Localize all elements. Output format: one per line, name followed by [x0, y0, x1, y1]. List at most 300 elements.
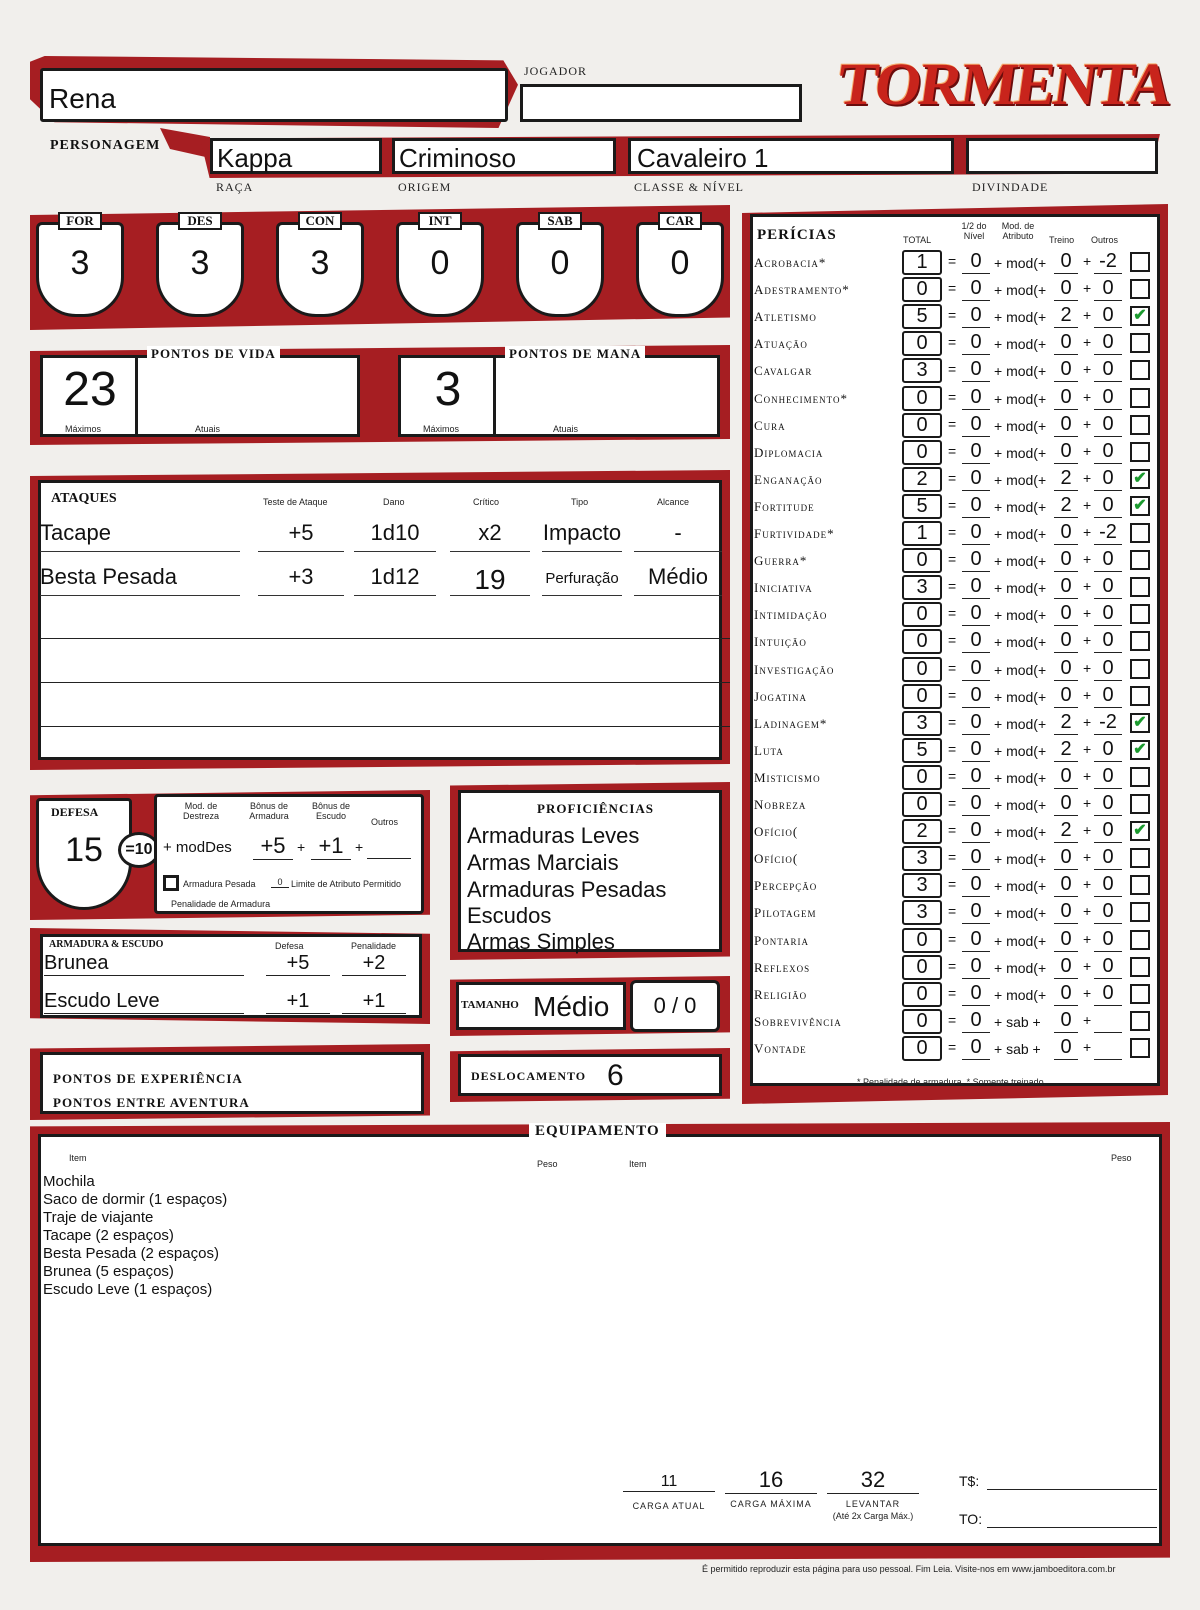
skill-name: Intimidação — [754, 607, 828, 623]
armor-name: Escudo Leve — [44, 990, 244, 1014]
skill-other[interactable]: 0 — [1094, 928, 1122, 952]
skill-other[interactable]: -2 — [1094, 711, 1122, 735]
skill-other[interactable]: 0 — [1094, 331, 1122, 355]
skill-training[interactable]: 0 — [1054, 358, 1078, 382]
defense-title: DEFESA — [51, 805, 99, 819]
logo-text: TORMENTA — [833, 51, 1175, 117]
lift-label: LEVANTAR — [845, 1499, 901, 1509]
armor-pen: +2 — [342, 952, 406, 976]
movement-box[interactable] — [458, 1054, 722, 1096]
skill-half-level[interactable]: 0 — [962, 413, 990, 437]
attribute-name: FOR — [58, 212, 102, 230]
skill-other[interactable]: 0 — [1094, 657, 1122, 681]
skill-attr-mod: + mod(+ — [994, 905, 1047, 922]
skill-half-level[interactable]: 0 — [962, 846, 990, 870]
skill-half-level[interactable]: 0 — [962, 711, 990, 735]
plus-sign: + — [1083, 578, 1092, 595]
attribute-des[interactable] — [150, 212, 250, 322]
skill-total: 3 — [902, 711, 942, 736]
equals-sign: = — [948, 442, 957, 459]
skill-trained-checkbox[interactable] — [1130, 686, 1150, 706]
attribute-value: 3 — [70, 244, 90, 282]
skill-training[interactable]: 0 — [1054, 413, 1078, 437]
skill-attr-mod: + mod(+ — [994, 851, 1047, 868]
armor-row[interactable] — [44, 950, 422, 982]
character-name: Rena — [49, 83, 116, 114]
skill-half-level[interactable]: 0 — [962, 304, 990, 328]
skill-trained-checkbox[interactable]: ✔ — [1130, 740, 1150, 760]
attack-row[interactable] — [40, 556, 730, 600]
skill-attr-mod: + mod(+ — [994, 769, 1047, 786]
skill-half-level[interactable]: 0 — [962, 386, 990, 410]
skill-trained-checkbox[interactable] — [1130, 333, 1150, 353]
equals-sign: = — [948, 524, 957, 540]
skill-attr-mod: + mod(+ — [994, 309, 1047, 326]
skill-training[interactable]: 0 — [1054, 765, 1078, 789]
skill-total: 3 — [902, 846, 942, 871]
skill-row[interactable] — [754, 440, 1154, 467]
character-name-field[interactable] — [40, 68, 508, 122]
attribute-name: CON — [298, 212, 342, 230]
attribute-con[interactable] — [270, 212, 370, 322]
skill-trained-checkbox[interactable] — [1130, 848, 1150, 868]
skill-half-level[interactable]: 0 — [962, 657, 990, 681]
skill-half-level[interactable]: 0 — [962, 521, 990, 545]
plus-sign: + — [1083, 280, 1092, 297]
equals-sign: = — [948, 1038, 957, 1055]
skill-other[interactable]: 0 — [1094, 684, 1122, 708]
skill-other[interactable]: 0 — [1094, 819, 1122, 843]
skill-other[interactable]: 0 — [1094, 792, 1122, 816]
origin-field[interactable] — [392, 138, 616, 174]
skill-half-level[interactable]: 0 — [962, 277, 990, 301]
skill-attr-mod: + sab + — [994, 1040, 1041, 1057]
skill-other[interactable]: 0 — [1094, 602, 1122, 626]
skill-row[interactable] — [754, 331, 1154, 358]
skill-trained-checkbox[interactable] — [1130, 659, 1150, 679]
skill-row[interactable] — [754, 629, 1154, 656]
skill-other[interactable]: 0 — [1094, 575, 1122, 599]
plus-sign: + — [1083, 984, 1092, 1001]
mp-max-value: 3 — [434, 363, 462, 416]
equals-sign: = — [948, 1011, 957, 1028]
attribute-for[interactable] — [30, 212, 130, 322]
skill-attr-mod: + mod(+ — [994, 607, 1047, 624]
skill-name: Ofício( — [754, 824, 799, 840]
skill-training[interactable]: 2 — [1054, 738, 1078, 762]
skill-training[interactable]: 0 — [1054, 982, 1078, 1006]
equals-sign: = — [948, 713, 957, 730]
skill-total: 0 — [902, 928, 942, 953]
skill-training[interactable]: 0 — [1054, 846, 1078, 870]
skill-training[interactable]: 0 — [1054, 386, 1078, 410]
size-value: Médio — [533, 991, 610, 1022]
plus-sign: + — [1083, 659, 1092, 676]
skill-name: Adestramento* — [754, 282, 850, 298]
deity-field[interactable] — [966, 138, 1158, 174]
heavy-armor-checkbox[interactable] — [163, 875, 179, 891]
skill-trained-checkbox[interactable] — [1130, 902, 1150, 922]
skill-row[interactable] — [754, 955, 1154, 982]
skills-header-half: 1/2 do Nível — [961, 221, 987, 241]
plus-sign: + — [1083, 930, 1092, 947]
skill-row[interactable] — [754, 521, 1154, 548]
equals-sign: = — [948, 686, 957, 703]
skill-row[interactable] — [754, 711, 1154, 738]
skill-name: Diplomacia — [754, 444, 824, 460]
equals-sign: = — [948, 632, 957, 649]
race-value: Kappa — [217, 143, 293, 173]
hp-cur-label: Atuais — [195, 424, 221, 434]
skill-row[interactable] — [754, 548, 1154, 575]
armor-row[interactable] — [44, 988, 422, 1020]
class-level-field[interactable] — [628, 138, 954, 174]
skill-attr-mod: + mod(+ — [994, 959, 1047, 976]
skill-row[interactable] — [754, 602, 1154, 629]
skill-training[interactable]: 0 — [1054, 521, 1078, 545]
skill-other[interactable]: 0 — [1094, 304, 1122, 328]
skill-trained-checkbox[interactable] — [1130, 360, 1150, 380]
skill-row[interactable] — [754, 738, 1154, 765]
defense-value: 15 — [65, 831, 103, 869]
skill-attr-mod: + mod(+ — [994, 255, 1047, 271]
skill-half-level[interactable]: 0 — [962, 575, 990, 599]
skill-total: 3 — [902, 575, 942, 600]
skill-row[interactable] — [754, 250, 1154, 277]
adventure-points-label: PONTOS ENTRE AVENTURA — [53, 1095, 250, 1110]
plus-sign: + — [1083, 795, 1092, 811]
skill-row[interactable] — [754, 1009, 1154, 1036]
skill-name: Jogatina — [754, 688, 808, 704]
skill-trained-checkbox[interactable] — [1130, 523, 1150, 543]
money-label: T$: — [959, 1473, 980, 1489]
size-extra-box[interactable] — [630, 980, 720, 1032]
equals-sign: = — [948, 876, 957, 893]
skill-half-level[interactable]: 0 — [962, 955, 990, 979]
skill-other[interactable]: 0 — [1094, 738, 1122, 762]
plus-sign: + — [1083, 442, 1092, 459]
skill-half-level[interactable]: 0 — [962, 548, 990, 572]
skill-total: 0 — [902, 982, 942, 1007]
skill-training[interactable]: 0 — [1054, 548, 1078, 572]
plus-sign: + — [1083, 524, 1092, 540]
skill-training[interactable]: 0 — [1054, 900, 1078, 924]
defense-calc-box: Mod. de Destreza Bônus de Armadura Bônus de Escudo Outros + modDes +5 + +1 + Armadura Pesada 0 Limite de Atributo Permitido Penalidade de Armadura — [154, 794, 424, 914]
skill-name: Percepção — [754, 878, 818, 894]
skill-half-level[interactable]: 0 — [962, 738, 990, 762]
skill-attr-mod: + mod(+ — [994, 878, 1047, 895]
equals-sign: = — [948, 415, 957, 432]
skill-training[interactable]: 2 — [1054, 494, 1078, 518]
size-box[interactable] — [456, 982, 626, 1030]
attack-crit: x2 — [450, 520, 530, 552]
skill-trained-checkbox[interactable] — [1130, 875, 1150, 895]
defense-shield-bonus: +1 — [311, 833, 351, 860]
skill-trained-checkbox[interactable]: ✔ — [1130, 713, 1150, 733]
skill-row[interactable] — [754, 1036, 1154, 1063]
skill-trained-checkbox[interactable] — [1130, 577, 1150, 597]
attack-row[interactable] — [40, 512, 730, 556]
skill-row[interactable] — [754, 982, 1154, 1009]
skill-trained-checkbox[interactable] — [1130, 930, 1150, 950]
skill-attr-mod: + mod(+ — [994, 932, 1047, 949]
xp-box[interactable] — [40, 1052, 424, 1114]
skills-header-other: Outros — [1091, 235, 1119, 245]
skill-half-level[interactable]: 0 — [962, 331, 990, 355]
skill-other[interactable]: 0 — [1094, 277, 1122, 301]
mp-box[interactable] — [398, 346, 720, 437]
skill-name: Intuição — [754, 634, 807, 650]
skill-training[interactable]: 2 — [1054, 304, 1078, 328]
skill-trained-checkbox[interactable] — [1130, 984, 1150, 1004]
skill-training[interactable]: 0 — [1054, 575, 1078, 599]
skill-row[interactable] — [754, 928, 1154, 955]
skill-total: 0 — [902, 440, 942, 465]
skill-half-level[interactable]: 0 — [962, 467, 990, 491]
plus-sign: + — [1083, 334, 1092, 351]
equipment-item: Saco de dormir (1 espaços) — [43, 1191, 228, 1208]
skill-attr-mod: + mod(+ — [994, 986, 1047, 1003]
skill-other[interactable]: 0 — [1094, 955, 1122, 979]
skill-half-level[interactable]: 0 — [962, 819, 990, 843]
armor-def: +1 — [266, 990, 330, 1014]
skill-attr-mod: + mod(+ — [994, 661, 1047, 678]
skill-half-level[interactable]: 0 — [962, 982, 990, 1006]
skill-trained-checkbox[interactable] — [1130, 631, 1150, 651]
skill-trained-checkbox[interactable] — [1130, 442, 1150, 462]
attribute-value: 3 — [310, 244, 330, 282]
attribute-car[interactable] — [630, 212, 730, 322]
hp-max-label: Máximos — [65, 424, 102, 434]
skill-training[interactable]: 0 — [1054, 250, 1078, 274]
skill-half-level[interactable]: 0 — [962, 1036, 990, 1060]
skill-total: 0 — [902, 413, 942, 438]
skill-trained-checkbox[interactable] — [1130, 794, 1150, 814]
skill-trained-checkbox[interactable] — [1130, 1011, 1150, 1031]
skill-training[interactable]: 0 — [1054, 955, 1078, 979]
skill-training[interactable]: 0 — [1054, 331, 1078, 355]
skill-row[interactable] — [754, 413, 1154, 440]
skill-trained-checkbox[interactable] — [1130, 388, 1150, 408]
attribute-value: 0 — [670, 244, 690, 282]
equipment-item: Mochila — [43, 1173, 95, 1190]
skill-other[interactable]: 0 — [1094, 629, 1122, 653]
attack-header-type: Tipo — [571, 497, 589, 507]
defense-mod-label: + modDes — [163, 839, 232, 856]
skill-row[interactable] — [754, 846, 1154, 873]
to-label: TO: — [959, 1511, 983, 1527]
skill-training[interactable]: 2 — [1054, 711, 1078, 735]
skill-half-level[interactable]: 0 — [962, 440, 990, 464]
skill-half-level[interactable]: 0 — [962, 873, 990, 897]
plus-sign: + — [1083, 469, 1092, 486]
skill-other[interactable]: 0 — [1094, 900, 1122, 924]
skill-row[interactable] — [754, 467, 1154, 494]
equals-sign: = — [948, 767, 957, 784]
proficiency-item: Armas Marciais — [467, 850, 619, 875]
skill-training[interactable]: 2 — [1054, 467, 1078, 491]
equals-sign: = — [948, 822, 957, 839]
skill-other[interactable]: 0 — [1094, 440, 1122, 464]
skill-row[interactable] — [754, 277, 1154, 304]
skill-training[interactable]: 0 — [1054, 873, 1078, 897]
skill-trained-checkbox[interactable] — [1130, 415, 1150, 435]
skill-trained-checkbox[interactable]: ✔ — [1130, 821, 1150, 841]
skill-trained-checkbox[interactable] — [1130, 767, 1150, 787]
origin-value: Criminoso — [399, 143, 517, 173]
skill-trained-checkbox[interactable] — [1130, 604, 1150, 624]
skill-row[interactable] — [754, 765, 1154, 792]
skill-other[interactable]: -2 — [1094, 521, 1122, 545]
attribute-name: DES — [178, 212, 222, 230]
skill-training[interactable]: 0 — [1054, 792, 1078, 816]
skill-trained-checkbox[interactable]: ✔ — [1130, 496, 1150, 516]
skill-row[interactable] — [754, 657, 1154, 684]
skill-other[interactable]: 0 — [1094, 467, 1122, 491]
skill-half-level[interactable]: 0 — [962, 928, 990, 952]
footer-note: É permitido reproduzir esta página para uso pessoal. Fim Leia. Visite-nos em www.jamboeditora.com.br — [702, 1564, 1116, 1574]
skill-training[interactable]: 0 — [1054, 440, 1078, 464]
plus-sign: + — [1083, 415, 1092, 432]
skill-other[interactable]: 0 — [1094, 358, 1122, 382]
skill-half-level[interactable]: 0 — [962, 684, 990, 708]
skill-training[interactable]: 0 — [1054, 657, 1078, 681]
skill-trained-checkbox[interactable] — [1130, 550, 1150, 570]
skill-name: Iniciativa — [754, 580, 813, 596]
skill-trained-checkbox[interactable] — [1130, 279, 1150, 299]
attribute-value: 0 — [550, 244, 570, 282]
skill-total: 0 — [902, 792, 942, 817]
attack-header-crit: Crítico — [473, 497, 500, 507]
skill-attr-mod: + mod(+ — [994, 363, 1047, 380]
skill-training[interactable]: 0 — [1054, 602, 1078, 626]
skill-row[interactable] — [754, 792, 1154, 819]
skill-attr-mod: + mod(+ — [994, 688, 1047, 705]
equals-sign: = — [948, 605, 957, 622]
skill-other[interactable]: 0 — [1094, 386, 1122, 410]
skill-other[interactable]: 0 — [1094, 765, 1122, 789]
skill-total: 0 — [902, 684, 942, 709]
race-field[interactable] — [210, 138, 382, 174]
attribute-value: 0 — [430, 244, 450, 282]
equals-sign: = — [948, 659, 957, 676]
attack-header-range: Alcance — [657, 497, 690, 507]
skill-training[interactable]: 2 — [1054, 819, 1078, 843]
skill-trained-checkbox[interactable] — [1130, 957, 1150, 977]
attribute-name: SAB — [538, 212, 582, 230]
skill-other[interactable]: 0 — [1094, 846, 1122, 870]
skill-half-level[interactable]: 0 — [962, 900, 990, 924]
skill-half-level[interactable]: 0 — [962, 765, 990, 789]
plus-sign: + — [1083, 822, 1092, 839]
skill-row[interactable] — [754, 900, 1154, 927]
skill-training[interactable]: 0 — [1054, 277, 1078, 301]
skill-row[interactable] — [754, 358, 1154, 385]
skill-name: Fortitude — [754, 498, 815, 514]
skill-other[interactable] — [1094, 1009, 1122, 1033]
load-current-label: CARGA ATUAL — [632, 1501, 706, 1511]
skill-half-level[interactable]: 0 — [962, 792, 990, 816]
skill-row[interactable] — [754, 575, 1154, 602]
skill-other[interactable]: -2 — [1094, 250, 1122, 274]
equals-sign: = — [948, 280, 957, 297]
movement-label: DESLOCAMENTO — [471, 1069, 587, 1083]
skill-trained-checkbox[interactable]: ✔ — [1130, 469, 1150, 489]
skill-other[interactable]: 0 — [1094, 982, 1122, 1006]
skill-training[interactable]: 0 — [1054, 684, 1078, 708]
attack-type: Perfuração — [542, 564, 622, 596]
skill-half-level[interactable]: 0 — [962, 1009, 990, 1033]
skill-row[interactable] — [754, 819, 1154, 846]
skill-trained-checkbox[interactable] — [1130, 252, 1150, 272]
plus-sign: + — [1083, 632, 1092, 649]
skill-trained-checkbox[interactable] — [1130, 1038, 1150, 1058]
attack-test: +3 — [258, 564, 344, 596]
skill-row[interactable] — [754, 873, 1154, 900]
xp-label: PONTOS DE EXPERIÊNCIA — [53, 1071, 243, 1086]
hp-max-value: 23 — [63, 363, 117, 416]
skill-total: 0 — [902, 602, 942, 627]
hp-box[interactable] — [40, 346, 360, 437]
player-field[interactable] — [520, 84, 802, 122]
attribute-name: INT — [418, 212, 462, 230]
skill-training[interactable]: 0 — [1054, 629, 1078, 653]
skill-name: Enganação — [754, 471, 823, 487]
skill-name: Ladinagem* — [754, 715, 828, 731]
race-label: RAÇA — [216, 180, 254, 194]
skill-total: 0 — [902, 955, 942, 980]
skill-other[interactable] — [1094, 1036, 1122, 1060]
skill-other[interactable]: 0 — [1094, 413, 1122, 437]
armor-pen: +1 — [342, 990, 406, 1014]
skill-row[interactable] — [754, 494, 1154, 521]
skill-other[interactable]: 0 — [1094, 548, 1122, 572]
skill-training[interactable]: 0 — [1054, 1009, 1078, 1033]
skill-name: Nobreza — [754, 797, 807, 812]
equals-sign: = — [948, 957, 957, 974]
skill-half-level[interactable]: 0 — [962, 602, 990, 626]
skill-total: 0 — [902, 657, 942, 682]
skill-training[interactable]: 0 — [1054, 928, 1078, 952]
skill-other[interactable]: 0 — [1094, 494, 1122, 518]
skill-half-level[interactable]: 0 — [962, 494, 990, 518]
armor-title: ARMADURA & ESCUDO — [49, 939, 164, 950]
attack-header-test: Teste de Ataque — [263, 497, 328, 507]
skill-total: 3 — [902, 873, 942, 898]
armor-penalty-label: Penalidade de Armadura — [171, 899, 271, 909]
skill-row[interactable] — [754, 684, 1154, 711]
attribute-sab[interactable] — [510, 212, 610, 322]
skill-total: 0 — [902, 1036, 942, 1061]
skill-name: Cavalgar — [754, 363, 813, 379]
skill-row[interactable] — [754, 386, 1154, 413]
attribute-int[interactable] — [390, 212, 490, 322]
defense-armor-bonus: +5 — [253, 833, 293, 860]
skill-trained-checkbox[interactable]: ✔ — [1130, 306, 1150, 326]
skill-half-level[interactable]: 0 — [962, 629, 990, 653]
skill-total: 5 — [902, 304, 942, 329]
defense-base: =10 — [118, 832, 160, 868]
skill-half-level[interactable]: 0 — [962, 358, 990, 382]
skill-row[interactable] — [754, 304, 1154, 331]
skill-other[interactable]: 0 — [1094, 873, 1122, 897]
equals-sign: = — [948, 984, 957, 1001]
attack-test: +5 — [258, 520, 344, 552]
plus-sign: + — [1083, 767, 1092, 784]
skill-half-level[interactable]: 0 — [962, 250, 990, 274]
skill-training[interactable]: 0 — [1054, 1036, 1078, 1060]
lift-value: 32 — [827, 1467, 919, 1494]
